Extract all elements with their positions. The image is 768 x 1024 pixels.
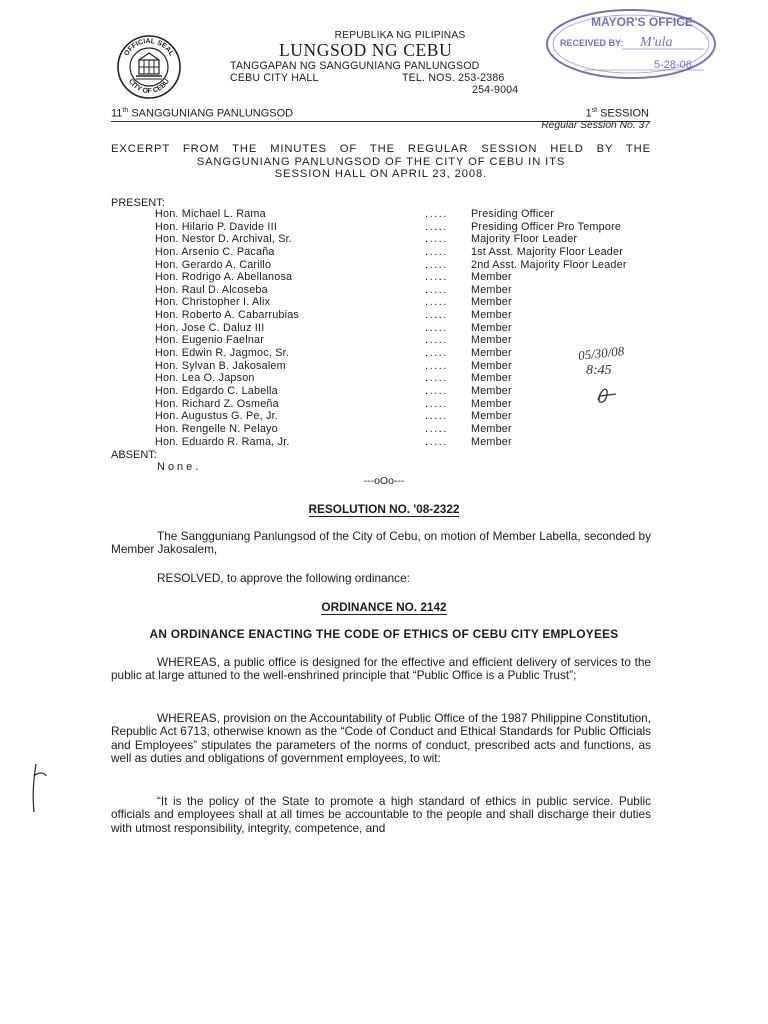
stamp-received-label: RECEIVED BY: — [560, 38, 624, 48]
received-stamp — [544, 6, 718, 82]
initials-mark — [598, 389, 616, 402]
ordinance-title: AN ORDINANCE ENACTING THE CODE OF ETHICS OF CEBU CITY EMPLOYEES — [149, 627, 619, 641]
absent-heading: ABSENT: — [111, 449, 157, 461]
roster-row — [155, 309, 675, 322]
member-name: Hon. Augustus G. Pe, Jr. — [155, 410, 279, 423]
member-role: 2nd Asst. Majority Floor Leader — [471, 258, 627, 271]
excerpt-heading — [111, 143, 651, 181]
roster-row — [155, 436, 675, 449]
member-name: Hon. Lea O. Japson — [155, 372, 255, 385]
member-role: Member — [471, 283, 512, 296]
office-name: TANGGAPAN NG SANGGUNIANG PANLUNGSOD — [230, 60, 480, 72]
roster-row — [155, 221, 675, 234]
leader-dots: ..... — [425, 296, 448, 309]
member-name: Hon. Richard Z. Osmeña — [155, 397, 279, 410]
telephone-number-2: 254-9004 — [472, 84, 519, 96]
handnote-date: 05/30/08 — [577, 343, 625, 363]
leader-dots: ..... — [425, 233, 448, 246]
svg-text:CITY OF CEBU: CITY OF CEBU — [126, 78, 172, 96]
roster-row — [155, 208, 675, 221]
leader-dots: ..... — [425, 309, 448, 322]
leader-dots: ..... — [425, 321, 448, 334]
member-role: Member — [471, 410, 512, 423]
motion-paragraph: The Sangguniang Panlungsod of the City of Cebu, on motion of Member Labella, seconded by Member Jakosalem, — [111, 529, 651, 557]
absent-value: None. — [157, 461, 202, 473]
member-name: Hon. Jose C. Daluz III — [155, 321, 265, 334]
member-role: Member — [471, 435, 512, 448]
member-name: Hon. Rengelle N. Pelayo — [155, 422, 278, 435]
leader-dots: ..... — [425, 410, 448, 423]
leader-dots: ..... — [425, 372, 448, 385]
member-name: Hon. Edgardo C. Labella — [155, 384, 278, 397]
leader-dots: ..... — [425, 208, 448, 220]
member-role: Member — [471, 347, 512, 360]
handnote-time: 8:45 — [586, 363, 612, 378]
leader-dots: ..... — [425, 359, 448, 372]
stamp-date: 5-28-08 — [654, 59, 692, 71]
roster-row — [155, 233, 675, 246]
letterhead — [230, 30, 540, 96]
member-name: Hon. Sylvan B. Jakosalem — [155, 359, 286, 372]
whereas-paragraph-2: WHEREAS, provision on the Accountability of Public Office of the 1987 Philippine Constitution, Republic Act 6713, otherwise known as the “Code of Conduct and Ethical Standards for Public Officials and Employees” stipulates the parameters of the norms of conduct, prescribed acts and functions, as well as duties and obligations of government employees, to wit: — [111, 711, 651, 766]
ordinance-number: ORDINANCE NO. 2142 — [321, 600, 447, 614]
city-hall: CEBU CITY HALL — [230, 72, 319, 84]
member-name: Hon. Arsenio C. Pacaña — [155, 245, 275, 258]
member-name: Hon. Eugenio Faelnar — [155, 334, 265, 347]
member-name: Hon. Gerardo A. Carillo — [155, 258, 272, 271]
leader-dots: ..... — [425, 384, 448, 397]
member-name: Hon. Roberto A. Cabarrubias — [155, 309, 300, 322]
resolution-number: RESOLUTION NO. '08-2322 — [308, 502, 460, 516]
member-role: Member — [471, 372, 512, 385]
stamp-signature: M'ula — [640, 35, 673, 50]
member-name: Hon. Hilario P. Davide III — [155, 220, 278, 233]
roster-row — [155, 284, 675, 297]
leader-dots: ..... — [425, 347, 448, 360]
roster-row — [155, 246, 675, 259]
roster-row — [155, 259, 675, 272]
separator: ---oOo--- — [363, 475, 405, 487]
leader-dots: ..... — [425, 334, 448, 347]
leader-dots: ..... — [425, 435, 448, 448]
roster-row — [155, 423, 675, 436]
member-name: Hon. Christopher I. Alix — [155, 296, 271, 309]
member-role: Presiding Officer Pro Tempore — [471, 220, 622, 233]
session-number: 1st SESSION — [585, 107, 649, 120]
excerpt-line-1: EXCERPT FROM THE MINUTES OF THE REGULAR SESSION HELD BY THE — [111, 143, 651, 155]
roster-row — [155, 296, 675, 309]
excerpt-line-3: SESSION HALL ON APRIL 23, 2008. — [274, 168, 488, 180]
leader-dots: ..... — [425, 283, 448, 296]
member-name: Hon. Rodrigo A. Abellanosa — [155, 271, 293, 284]
member-role: Member — [471, 359, 512, 372]
telephone-numbers: TEL. NOS. 253-2386 — [402, 72, 505, 84]
handwritten-date-note — [576, 338, 656, 418]
member-role: Member — [471, 334, 512, 347]
member-role: Member — [471, 271, 512, 284]
whereas-paragraph-1: WHEREAS, a public office is designed for the effective and efficient delivery of services to the public at large attuned to the well-enshrined principle that “Public Office is a Public Trust”; — [111, 655, 651, 683]
resolved-paragraph: RESOLVED, to approve the following ordinance: — [157, 571, 410, 585]
quoted-policy: “It is the policy of the State to promote a high standard of ethics in public service. Public officials and employees shall at all times be accountable to the people and shall discharge their duties with utmost responsibility, integrity, competence, and — [111, 794, 651, 835]
member-role: Presiding Officer — [471, 208, 555, 220]
city-name: LUNGSOD NG CEBU — [279, 40, 453, 60]
member-role: 1st Asst. Majority Floor Leader — [471, 245, 624, 258]
member-name: Hon. Eduardo R. Rama, Jr. — [155, 435, 290, 448]
leader-dots: ..... — [425, 397, 448, 410]
leader-dots: ..... — [425, 422, 448, 435]
present-heading: PRESENT: — [111, 197, 165, 209]
svg-text:OFFICIAL SEAL: OFFICIAL SEAL — [123, 37, 175, 58]
city-seal-icon — [116, 34, 182, 100]
leader-dots: ..... — [425, 271, 448, 284]
republic-line: REPUBLIKA NG PILIPINAS — [334, 30, 466, 41]
member-role: Member — [471, 321, 512, 334]
member-role: Member — [471, 296, 512, 309]
stamp-office: MAYOR'S OFFICE — [591, 15, 693, 29]
roster-row — [155, 271, 675, 284]
margin-check-mark — [26, 762, 50, 814]
excerpt-line-2: SANGGUNIANG PANLUNGSOD OF THE CITY OF CEBU IN ITS — [196, 155, 566, 168]
member-role: Member — [471, 309, 512, 322]
leader-dots: ..... — [425, 220, 448, 233]
leader-dots: ..... — [425, 258, 448, 271]
member-name: Hon. Raul D. Alcoseba — [155, 283, 268, 296]
roster-row — [155, 322, 675, 335]
member-name: Hon. Nestor D. Archival, Sr. — [155, 233, 293, 246]
member-name: Hon. Edwin R. Jagmoc, Sr. — [155, 347, 290, 360]
member-role: Member — [471, 397, 512, 410]
regular-session-number: Regular Session No. 37 — [541, 120, 650, 131]
session-line — [111, 107, 649, 120]
member-role: Majority Floor Leader — [471, 233, 578, 246]
sp-session-name: 11th SANGGUNIANG PANLUNGSOD — [111, 107, 294, 120]
member-role: Member — [471, 384, 512, 397]
member-name: Hon. Michael L. Rama — [155, 208, 266, 220]
leader-dots: ..... — [425, 245, 448, 258]
member-role: Member — [471, 422, 512, 435]
